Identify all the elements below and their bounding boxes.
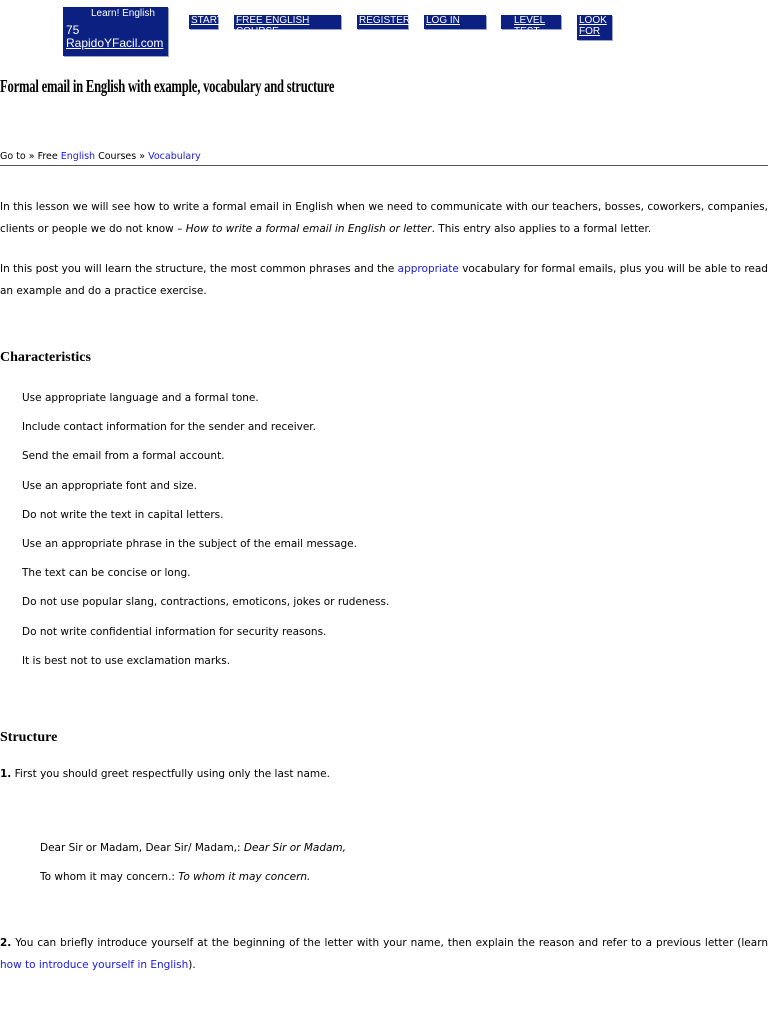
appropriate-link[interactable]: appropriate xyxy=(397,263,459,275)
nav-register-label: REGISTER xyxy=(359,15,411,26)
logo-number: 75 xyxy=(66,23,80,37)
nav-login-label: LOG IN xyxy=(426,15,460,26)
nav-start-button[interactable] xyxy=(189,15,223,29)
greeting-1-italic: Dear Sir or Madam, xyxy=(243,842,346,854)
nav-free-course-label: FREE ENGLISH COURSE xyxy=(236,15,310,37)
list-item: Do not use popular slang, contractions, emoticons, jokes or rudeness. xyxy=(22,596,390,609)
intro-paragraph xyxy=(0,196,768,240)
structure-step-2 xyxy=(0,932,768,976)
intro-italic: How to write a formal email in English or letter xyxy=(185,223,432,235)
logo-site-name[interactable]: RapidoYFacil.com xyxy=(66,36,164,50)
introduce-yourself-link[interactable]: how to introduce yourself in English xyxy=(0,959,189,971)
post-paragraph xyxy=(0,258,768,302)
nav-for-label: FOR xyxy=(579,26,601,37)
nav-look-for-button[interactable] xyxy=(577,15,612,40)
structure-heading: Structure xyxy=(0,730,58,745)
greeting-2-italic: To whom it may concern. xyxy=(178,871,311,883)
nav-free-english-course-button[interactable] xyxy=(234,15,341,37)
step-1-number: 1. xyxy=(0,768,12,780)
nav-login-button[interactable] xyxy=(424,15,486,29)
greeting-item-2 xyxy=(40,863,346,892)
post-text-2: vocabulary for formal emails, plus you will be able to read an example and do a practice exercise. xyxy=(0,263,768,297)
nav-start-label: START xyxy=(191,15,223,26)
characteristics-list xyxy=(22,384,389,676)
nav-level-test-button[interactable] xyxy=(501,15,561,37)
post-text-1: In this post you will learn the structure, the most common phrases and the xyxy=(0,263,398,275)
intro-text-1: In this lesson we will see how to write a formal email in English when we need to communicate with our teachers, bosses, coworkers, companies, clients or people we do not know – xyxy=(0,201,768,235)
breadcrumb-courses: Courses » xyxy=(95,151,149,162)
list-item: Do not write confidential information for security reasons. xyxy=(22,625,327,638)
list-item: Use an appropriate font and size. xyxy=(22,479,197,492)
greetings-list xyxy=(40,834,346,892)
page-title: Formal email in English with example, vocabulary and structure xyxy=(0,76,335,96)
structure-step-1 xyxy=(0,766,768,782)
breadcrumb xyxy=(0,150,768,166)
intro-text-2: . This entry also applies to a formal letter. xyxy=(431,223,652,235)
nav-level-test-label: LEVEL TEST xyxy=(514,15,546,37)
list-item: It is best not to use exclamation marks. xyxy=(22,654,231,667)
list-item: Use appropriate language and a formal tone. xyxy=(22,392,259,404)
breadcrumb-goto: Go to » Free xyxy=(0,151,61,162)
step-2-number: 2. xyxy=(0,937,12,949)
nav-look-label: LOOK xyxy=(579,15,607,26)
characteristics-heading: Characteristics xyxy=(0,350,91,365)
greeting-1-text: Dear Sir or Madam, Dear Sir/ Madam,: xyxy=(40,842,244,854)
step-2-text: You can briefly introduce yourself at the beginning of the letter with your name, then explain the reason and refer to a previous letter (learn xyxy=(11,937,768,949)
site-logo[interactable] xyxy=(63,7,168,56)
greeting-2-text: To whom it may concern.: xyxy=(40,871,179,883)
breadcrumb-vocabulary-link[interactable]: Vocabulary xyxy=(148,151,201,162)
step-2-end: ). xyxy=(188,959,196,971)
greeting-item-1 xyxy=(40,834,346,863)
logo-tagline: Learn! English xyxy=(91,8,155,19)
list-item: Include contact information for the sender and receiver. xyxy=(22,421,316,434)
list-item: Send the email from a formal account. xyxy=(22,450,225,463)
list-item: Do not write the text in capital letters. xyxy=(22,508,224,521)
list-item: Use an appropriate phrase in the subject of the email message. xyxy=(22,538,357,551)
list-item: The text can be concise or long. xyxy=(22,567,191,580)
step-1-text: First you should greet respectfully using only the last name. xyxy=(11,768,330,780)
nav-register-button[interactable] xyxy=(357,15,411,29)
breadcrumb-english-link[interactable]: English xyxy=(60,151,96,162)
